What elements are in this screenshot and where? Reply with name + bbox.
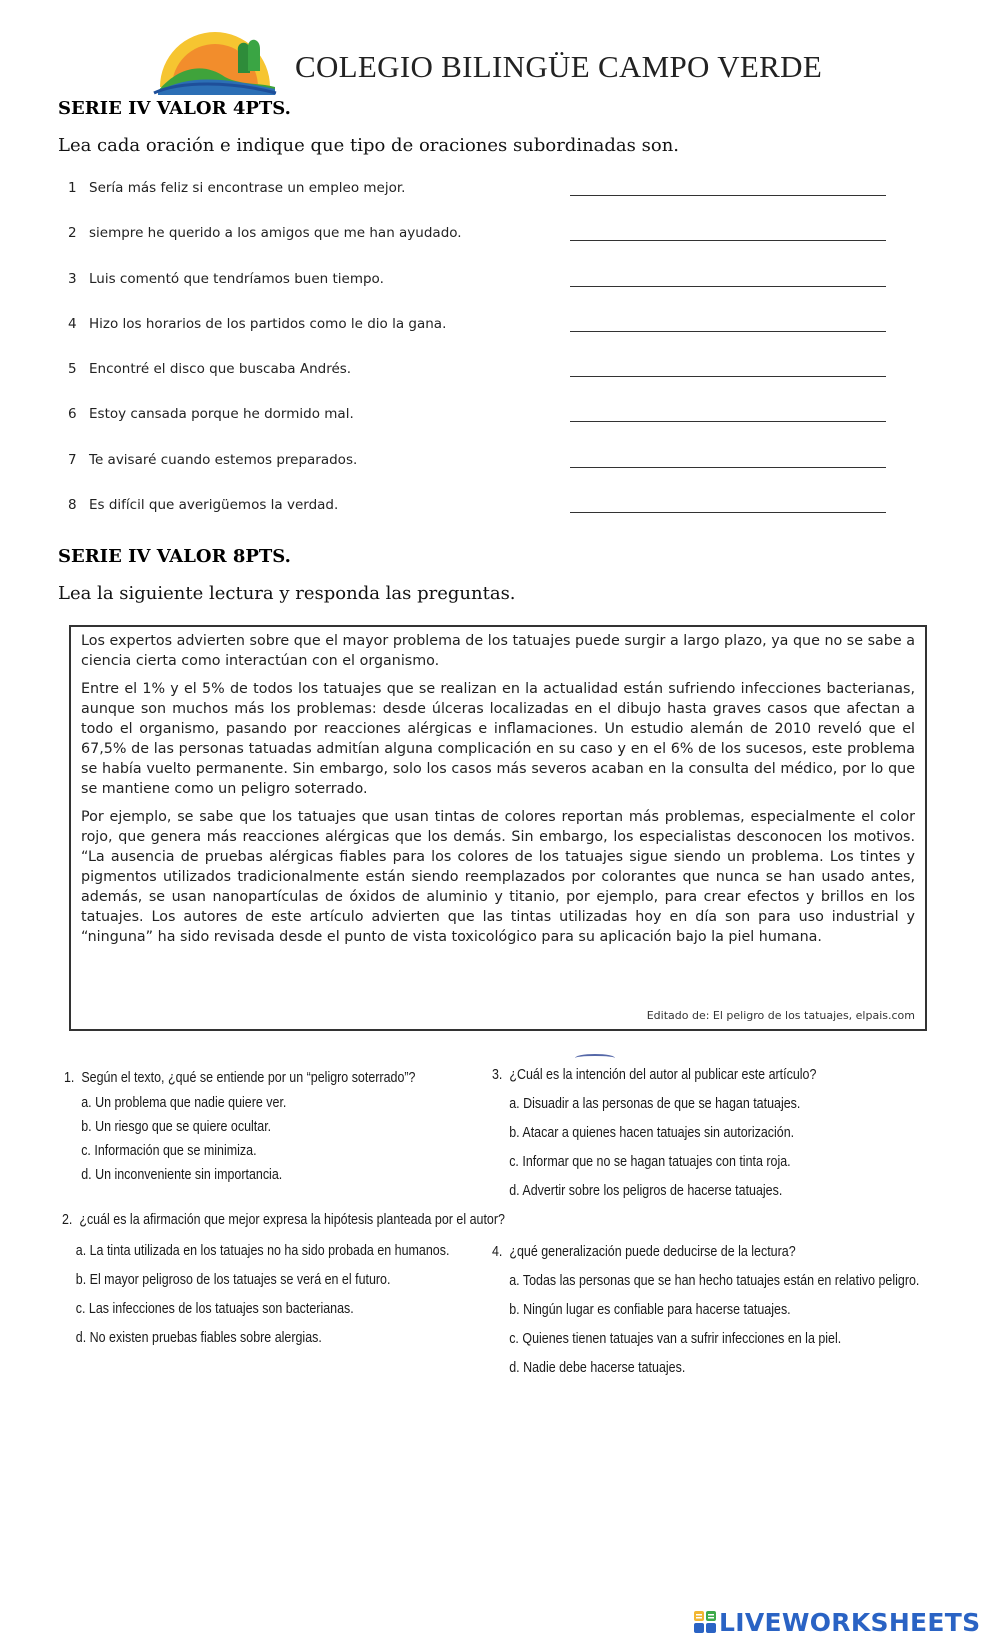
sentence-number: 8 [68, 497, 77, 514]
question-number: 2. [62, 1212, 73, 1228]
sentence-item [68, 406, 918, 451]
answer-option[interactable]: d. No existen pruebas fiables sobre alergias. [75, 1330, 322, 1346]
reading-source: Editado de: El peligro de los tatuajes, elpais.com [646, 1009, 915, 1022]
school-header [150, 25, 910, 95]
section2-instruction: Lea la siguiente lectura y responda las preguntas. [58, 583, 516, 604]
sentence-list [68, 180, 918, 542]
sentence-item [68, 180, 918, 225]
sentence-item [68, 271, 918, 316]
answer-option[interactable]: c. Informar que no se hagan tatuajes con tinta roja. [509, 1154, 791, 1170]
question-header [492, 1067, 939, 1083]
answer-option[interactable]: a. Disuadir a las personas de que se hagan tatuajes. [509, 1096, 801, 1112]
answer-option[interactable]: a. Todas las personas que se han hecho tatuajes están en relativo peligro. [509, 1273, 920, 1289]
answer-blank[interactable] [570, 376, 886, 377]
question-text: ¿Cuál es la intención del autor al publicar este artículo? [509, 1067, 817, 1083]
liveworksheets-logo-icon [694, 1611, 716, 1633]
school-name: COLEGIO BILINGÜE CAMPO VERDE [295, 49, 823, 84]
section1-title: SERIE IV VALOR 4PTS. [58, 98, 291, 119]
reading-passage [69, 625, 927, 1031]
sentence-text: Es difícil que averigüemos la verdad. [89, 497, 339, 514]
sentence-text: Encontré el disco que buscaba Andrés. [89, 361, 352, 378]
answer-blank[interactable] [570, 331, 886, 332]
sentence-text: Estoy cansada porque he dormido mal. [89, 406, 354, 423]
sentence-number: 3 [68, 270, 77, 287]
question-number: 1. [64, 1070, 75, 1086]
answer-blank[interactable] [570, 467, 886, 468]
sentence-text: Hizo los horarios de los partidos como le dio la gana. [89, 315, 447, 332]
question-text: ¿qué generalización puede deducirse de la lectura? [509, 1244, 796, 1260]
sentence-number: 2 [68, 225, 77, 242]
answer-option[interactable]: b. Atacar a quienes hacen tatuajes sin autorización. [509, 1125, 795, 1141]
sentence-text: Sería más feliz si encontrase un empleo mejor. [89, 180, 406, 196]
sentence-number: 6 [68, 406, 77, 423]
question-2 [62, 1212, 526, 1352]
question-header [64, 1070, 468, 1086]
sentence-text: Te avisaré cuando estemos preparados. [89, 451, 358, 468]
question-3 [492, 1067, 939, 1207]
sentence-item [68, 497, 918, 542]
question-text: ¿cuál es la afirmación que mejor expresa la hipótesis planteada por el autor? [79, 1212, 505, 1228]
reading-paragraph: Los expertos advierten sobre que el mayor problema de los tatuajes puede surgir a largo plazo, ya que no se sabe a ciencia cierta como interactúan con el organismo. [81, 633, 915, 669]
question-header [492, 1244, 1000, 1260]
question-4 [492, 1244, 1000, 1384]
answer-option[interactable]: d. Advertir sobre los peligros de hacerse tatuajes. [509, 1183, 783, 1199]
sentence-text: siempre he querido a los amigos que me han ayudado. [89, 225, 462, 242]
answer-option[interactable]: c. Las infecciones de los tatuajes son bacterianas. [75, 1301, 354, 1317]
answer-option[interactable]: a. La tinta utilizada en los tatuajes no ha sido probada en humanos. [75, 1243, 450, 1259]
answer-option[interactable]: a. Un problema que nadie quiere ver. [81, 1095, 287, 1111]
answer-blank[interactable] [570, 195, 886, 196]
answer-option[interactable]: c. Quienes tienen tatuajes van a sufrir infecciones en la piel. [509, 1331, 842, 1347]
answer-option[interactable]: d. Nadie debe hacerse tatuajes. [509, 1360, 686, 1376]
sentence-item [68, 225, 918, 270]
sentence-item [68, 452, 918, 497]
sentence-number: 1 [68, 180, 77, 196]
sentence-number: 5 [68, 361, 77, 378]
decorative-arc [575, 1054, 615, 1062]
section1-instruction: Lea cada oración e indique que tipo de oraciones subordinadas son. [58, 135, 680, 156]
reading-paragraph: Por ejemplo, se sabe que los tatuajes que usan tintas de colores reportan más problemas, especialmente el color rojo, que genera más reacciones alérgicas que los demás. Sin embargo, los especialistas desconocen los motivos. “La ausencia de pruebas alérgicas fiables para los colores de los tatuajes sigue siendo un problema. Los tintes y pigmentos utilizados tradicionalmente están siendo reemplazados por colorantes que nunca se han usado antes, además, se usan nanopartículas de óxidos de aluminio y titanio, por ejemplo, para crear efectos y brillos en los tatuajes. Los autores de este artículo advierten que las tintas utilizadas hoy en día son para uso industrial y “ninguna” ha sido revisada desde el punto de vista toxicológico para su aplicación bajo la piel humana. [81, 809, 915, 945]
question-text: Según el texto, ¿qué se entiende por un “peligro soterrado”? [81, 1070, 416, 1086]
sentence-item [68, 361, 918, 406]
reading-paragraph: Entre el 1% y el 5% de todos los tatuajes que se realizan en la actualidad están sufriendo infecciones bacterianas, aunque son muchos más los problemas: desde úlceras localizadas en el dibujo hasta graves casos que afectan a todo el organismo, pasando por reacciones alérgicas e inflamaciones. Un estudio alemán de 2010 reveló que el 67,5% de las personas tatuadas admitían alguna complicación en su caso y en el 6% de los sucesos, este problema se había vuelto permanente. Sin embargo, solo los casos más severos acaban en la consulta del médico, por lo que se mantiene como un peligro soterrado. [81, 681, 915, 797]
answer-option[interactable]: b. El mayor peligroso de los tatuajes se verá en el futuro. [75, 1272, 391, 1288]
answer-option[interactable]: b. Un riesgo que se quiere ocultar. [81, 1119, 272, 1135]
sentence-text: Luis comentó que tendríamos buen tiempo. [89, 270, 384, 287]
answer-option[interactable]: c. Información que se minimiza. [81, 1143, 257, 1159]
sentence-number: 4 [68, 315, 77, 332]
answer-blank[interactable] [570, 286, 886, 287]
answer-option[interactable]: d. Un inconveniente sin importancia. [81, 1167, 283, 1183]
section2-title: SERIE IV VALOR 8PTS. [58, 546, 291, 567]
brand-name: LIVEWORKSHEETS [719, 1607, 981, 1637]
sentence-number: 7 [68, 451, 77, 468]
answer-blank[interactable] [570, 240, 886, 241]
school-logo-icon [150, 25, 280, 95]
sentence-item [68, 316, 918, 361]
answer-option[interactable]: b. Ningún lugar es confiable para hacerse tatuajes. [509, 1302, 791, 1318]
answer-blank[interactable] [570, 512, 886, 513]
question-header [62, 1212, 526, 1228]
liveworksheets-brand[interactable] [694, 1607, 980, 1637]
question-number: 4. [492, 1244, 503, 1260]
question-1 [64, 1070, 468, 1190]
question-number: 3. [492, 1067, 503, 1083]
answer-blank[interactable] [570, 421, 886, 422]
